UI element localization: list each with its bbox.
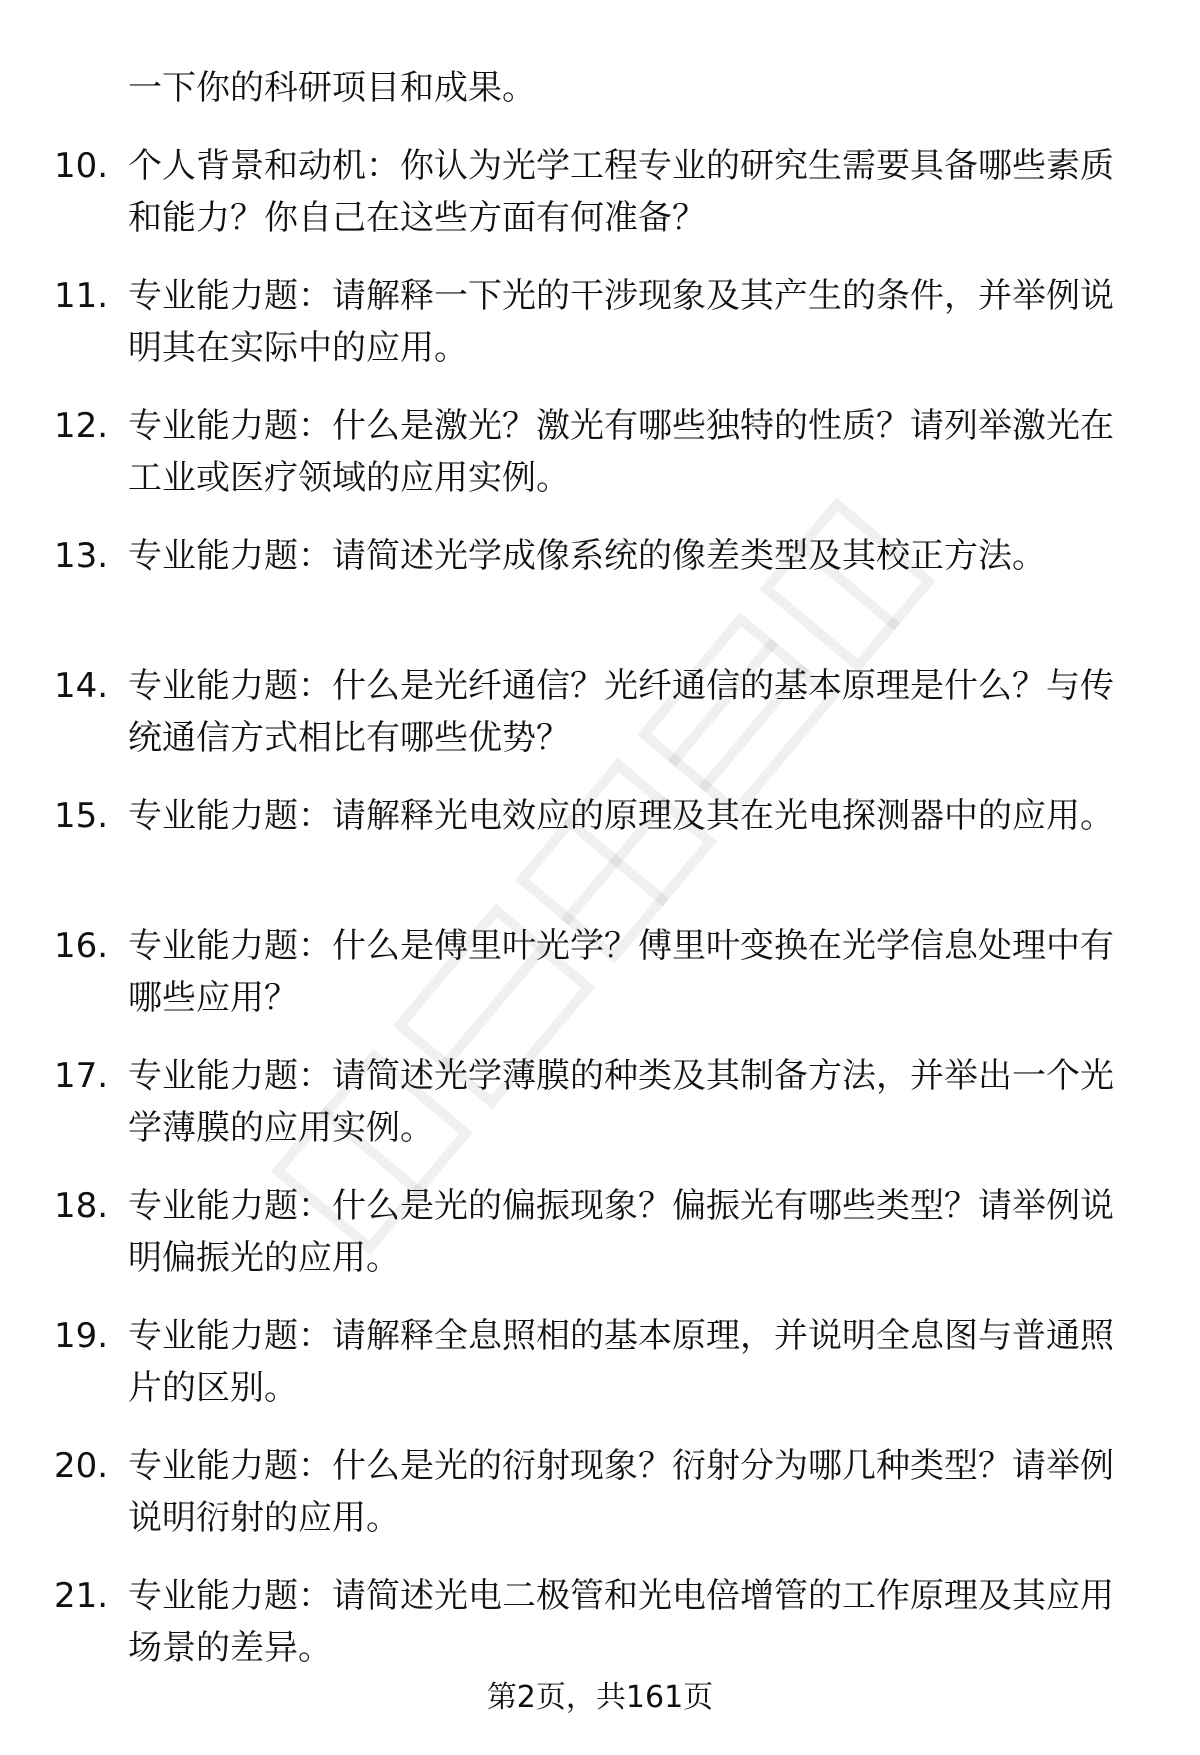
question-number: 18. — [54, 1186, 109, 1226]
question-item — [0, 400, 1200, 517]
question-text: 个人背景和动机：你认为光学工程专业的研究生需要具备哪些素质和能力？你自己在这些方面有何准备？ — [128, 146, 1114, 238]
question-item — [0, 1310, 1200, 1427]
continuation-text: 一下你的科研项目和成果。 — [128, 68, 536, 108]
question-number: 12. — [54, 406, 109, 446]
question-item — [0, 1570, 1200, 1687]
question-number: 11. — [54, 276, 109, 316]
question-item — [0, 790, 1200, 907]
question-item — [0, 660, 1200, 777]
question-item — [0, 1180, 1200, 1297]
question-text: 专业能力题：什么是光的偏振现象？偏振光有哪些类型？请举例说明偏振光的应用。 — [128, 1186, 1114, 1278]
question-text: 专业能力题：什么是傅里叶光学？傅里叶变换在光学信息处理中有哪些应用？ — [128, 926, 1114, 1018]
question-text: 专业能力题：请解释光电效应的原理及其在光电探测器中的应用。 — [128, 796, 1114, 836]
question-item — [0, 140, 1200, 257]
question-item — [0, 270, 1200, 387]
question-text: 专业能力题：请解释一下光的干涉现象及其产生的条件，并举例说明其在实际中的应用。 — [128, 276, 1114, 368]
question-text: 专业能力题：什么是激光？激光有哪些独特的性质？请列举激光在工业或医疗领域的应用实例。 — [128, 406, 1114, 498]
question-item — [0, 1050, 1200, 1167]
question-number: 16. — [54, 926, 109, 966]
question-number: 14. — [54, 666, 109, 706]
question-number: 15. — [54, 796, 109, 836]
page-number-label: 第2页，共161页 — [486, 1680, 714, 1715]
page-footer — [0, 1676, 1200, 1720]
question-item — [0, 1440, 1200, 1557]
question-text: 专业能力题：请简述光电二极管和光电倍增管的工作原理及其应用场景的差异。 — [128, 1576, 1114, 1668]
question-number: 19. — [54, 1316, 109, 1356]
question-list — [0, 140, 1200, 1700]
question-item — [0, 530, 1200, 647]
question-text: 专业能力题：请解释全息照相的基本原理，并说明全息图与普通照片的区别。 — [128, 1316, 1114, 1408]
question-number: 17. — [54, 1056, 109, 1096]
question-number: 10. — [54, 146, 109, 186]
question-text: 专业能力题：请简述光学薄膜的种类及其制备方法，并举出一个光学薄膜的应用实例。 — [128, 1056, 1114, 1148]
question-number: 13. — [54, 536, 109, 576]
question-text: 专业能力题：请简述光学成像系统的像差类型及其校正方法。 — [128, 536, 1046, 576]
question-text: 专业能力题：什么是光纤通信？光纤通信的基本原理是什么？与传统通信方式相比有哪些优势？ — [128, 666, 1114, 758]
question-number: 21. — [54, 1576, 109, 1616]
question-number: 20. — [54, 1446, 109, 1486]
question-item — [0, 920, 1200, 1037]
question-text: 专业能力题：什么是光的衍射现象？衍射分为哪几种类型？请举例说明衍射的应用。 — [128, 1446, 1114, 1538]
